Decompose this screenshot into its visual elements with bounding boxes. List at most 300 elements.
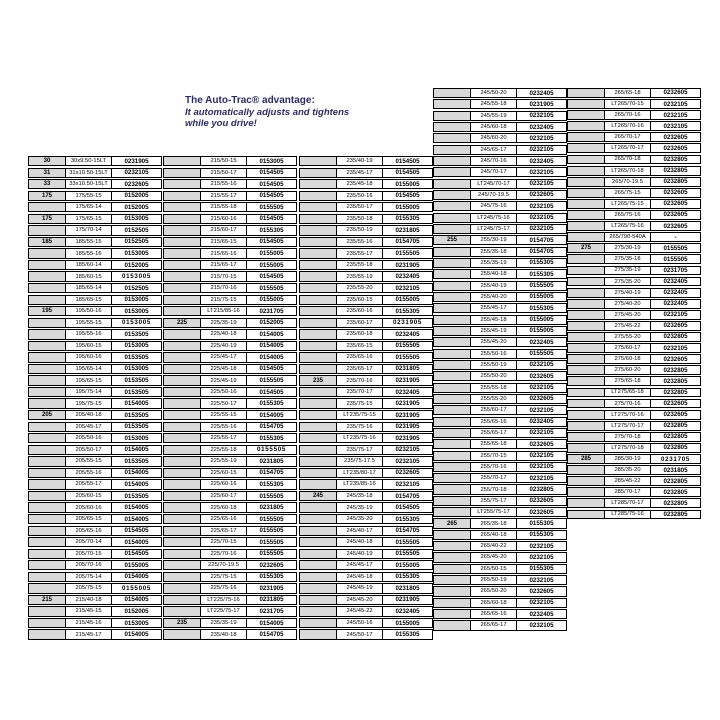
table-row [299,329,433,339]
part-number-cell: 0152005 [124,261,149,269]
table-row [567,155,701,165]
part-number-cell: 0232805 [663,422,688,430]
table-row [163,560,297,570]
tire-size-cell: 255/70-18 [471,485,517,493]
group-label-cell [300,584,337,592]
tire-size-cell: LT265/75-15 [605,200,651,208]
group-label-cell [164,434,201,442]
part-number-cell: 0155305 [529,520,554,527]
tire-size-cell: 245/60-18 [471,123,517,131]
table-row [433,541,567,551]
group-label-cell [568,411,605,419]
group-label-cell [434,191,471,199]
tire-size-cell: 265/35-18 [471,519,517,527]
tire-size-cell: 265/50-15 [471,565,517,573]
tire-size-cell: 245/50-17 [337,630,383,638]
part-number-cell: - [674,233,677,241]
table-row [567,454,701,464]
part-number-cell: 0232805 [663,178,688,186]
tire-size-cell: 275/60-20 [605,366,651,374]
tire-size-cell: LT225/75-16 [201,596,247,604]
tire-size-cell: 245/70-19.5 [471,191,517,199]
part-number-cell: 0155505 [395,342,420,350]
part-number-cell: 0155305 [529,304,554,312]
group-label-cell [434,565,471,573]
part-number-cell: 0154705 [395,238,420,246]
tire-size-cell: 225/40-18 [201,330,247,338]
tire-size-cell: 265/45-20 [471,553,517,561]
part-number-cell: 0232605 [529,440,554,448]
tire-size-cell: 245/50-16 [337,619,383,627]
part-number-cell: 0154705 [529,248,554,256]
group-label-cell: 275 [568,244,605,252]
tire-size-cell: 205/40-18 [66,411,112,419]
part-number-cell: 0154505 [124,550,149,558]
tire-size-cell: 215/60-16 [201,215,247,223]
part-number-cell: 0155505 [259,538,284,546]
group-label-cell [164,238,201,246]
part-number-cell: 0231805 [259,457,284,465]
table-row [433,371,567,381]
group-label-cell: 30 [29,157,66,165]
part-number-cell: 0155505 [395,538,420,546]
tire-size-cell: 265/70-16 [605,111,651,119]
table-row [567,510,701,520]
table-row [163,225,297,235]
tire-size-cell: 205/75-14 [66,573,112,581]
group-label-cell [300,480,337,488]
table-row [299,595,433,605]
group-label-cell: 205 [29,411,66,419]
part-number-cell: 0154505 [259,365,284,373]
tire-size-cell: 265/75-16 [605,211,651,219]
tire-size-cell: 275/35-19 [605,267,651,275]
tire-size-cell: 275/70-18 [605,433,651,441]
part-number-cell: 0155505 [395,353,420,361]
table-row [567,199,701,209]
table-row [567,376,701,386]
group-label-cell [434,157,471,165]
group-label-cell [29,480,66,488]
group-label-cell [434,384,471,392]
part-number-cell: 0155005 [529,293,554,301]
part-number-cell: 0153005 [259,157,284,165]
part-number-cell: 0232805 [663,366,688,374]
part-number-cell: 0155305 [259,573,284,581]
part-number-cell: 0155505 [259,203,284,211]
part-number-cell: 0154005 [124,480,149,488]
table-row [567,166,701,176]
part-number-cell: 0232105 [395,284,420,292]
tire-size-cell: LT275/70-16 [605,411,651,419]
tire-size-cell: LT265/70-15 [605,100,651,108]
group-label-cell [568,377,605,385]
tire-size-cell: LT245/75-17 [471,225,517,233]
group-label-cell [434,395,471,403]
part-number-cell: 0231705 [259,307,284,315]
group-label-cell [300,353,337,361]
part-number-cell: 0153505 [124,423,149,431]
part-number-cell: 0232105 [663,311,688,319]
group-label-cell [434,429,471,437]
part-number-cell: 0154005 [124,446,149,454]
table-row [433,484,567,494]
part-number-cell: 0155505 [663,255,688,263]
group-label-cell [434,508,471,516]
table-row [28,271,162,281]
part-number-cell: 0232105 [529,168,554,176]
group-label-cell [164,376,201,384]
table-row [433,552,567,562]
part-number-cell: 0153005 [122,273,151,281]
tire-size-cell: 255/70-17 [471,474,517,482]
group-label-cell [164,192,201,200]
group-label-cell [300,596,337,604]
table-row [28,168,162,178]
tire-size-cell: 225/55-15 [201,411,247,419]
tire-size-cell: 235/65-15 [337,342,383,350]
table-row [433,133,567,143]
table-row [567,277,701,287]
table-row [28,214,162,224]
part-number-cell: 0232105 [529,202,554,210]
table-row [28,341,162,351]
tire-size-cell: 275/30-19 [605,244,651,252]
table-row [28,502,162,512]
tire-size-cell: 255/40-18 [471,270,517,278]
tire-size-cell: 235/45-18 [337,180,383,188]
table-row [433,360,567,370]
tire-size-cell: 235/70-17 [337,388,383,396]
tire-size-cell: 215/50-15 [201,157,247,165]
part-number-cell: 0154005 [124,538,149,546]
part-number-cell: 0232805 [663,433,688,441]
size-chart-column-2 [163,156,297,641]
group-label-cell [568,133,605,141]
tire-size-cell: 195/60-15 [66,342,112,350]
table-row [299,502,433,512]
table-row [567,487,701,497]
part-number-cell: 0154505 [259,169,284,177]
part-number-cell: 0155505 [259,515,284,523]
group-label-cell [300,296,337,304]
part-number-cell: 0231905 [395,596,420,604]
part-number-cell: 0232105 [529,180,554,188]
part-number-cell: 0231905 [395,411,420,419]
group-label-cell: 31 [29,169,66,177]
table-row [567,88,701,98]
part-number-cell: 0155005 [529,327,554,335]
group-label-cell [568,389,605,397]
part-number-cell: 0231705 [663,266,688,274]
tire-size-cell: 235/55-17 [337,249,383,257]
table-row [299,225,433,235]
part-number-cell: 0154505 [259,215,284,223]
group-label-cell [300,399,337,407]
table-row [433,473,567,483]
part-number-cell: 0232105 [663,344,688,352]
tire-size-cell: 265/70-18 [605,156,651,164]
group-label-cell: 185 [29,238,66,246]
group-label-cell [164,157,201,165]
table-row [28,514,162,524]
group-label-cell: 255 [434,236,471,244]
group-label-cell [164,538,201,546]
table-row [163,422,297,432]
table-row [28,295,162,305]
group-label-cell [434,123,471,131]
group-label-cell [300,619,337,627]
table-row [567,476,701,486]
group-label-cell [29,203,66,211]
part-number-cell: 0232405 [529,610,554,618]
tire-size-cell: 235/40-18 [201,630,247,638]
table-row [567,221,701,231]
table-row [567,121,701,131]
group-label-cell [300,550,337,558]
part-number-cell: 0232805 [663,333,688,341]
group-label-cell [568,311,605,319]
group-label-cell [164,365,201,373]
group-label-cell [434,576,471,584]
tire-size-cell: 215/70-15 [201,272,247,280]
part-number-cell: 0155505 [395,250,420,258]
table-row [28,260,162,270]
table-row [299,514,433,524]
part-number-cell: 0232605 [663,400,688,408]
table-row [299,456,433,466]
group-label-cell [164,226,201,234]
table-row [299,387,433,397]
table-row [299,583,433,593]
part-number-cell: 0231805 [663,466,688,474]
table-row [433,145,567,155]
table-row [433,530,567,540]
table-row [567,110,701,120]
part-number-cell: 0155005 [259,250,284,258]
part-number-cell: 0154005 [124,515,149,523]
tire-size-cell: 225/45-18 [201,365,247,373]
table-row [567,210,701,220]
part-number-cell: 0154705 [395,527,420,535]
tire-size-cell: 225/50-17 [201,399,247,407]
group-label-cell [164,180,201,188]
part-number-cell: 0155505 [257,446,286,454]
tire-size-cell: LT235/75-15 [337,411,383,419]
table-row [433,575,567,585]
group-label-cell [300,515,337,523]
part-number-cell: 0155305 [395,307,420,315]
group-label-cell [434,327,471,335]
group-label-cell: 235 [164,619,201,627]
tire-size-cell: 185/60-15 [66,272,112,280]
group-label-cell [300,630,337,638]
group-label-cell [568,189,605,197]
tire-size-cell: 255/40-20 [471,293,517,301]
table-row [28,306,162,316]
table-row [163,329,297,339]
table-row [299,537,433,547]
table-row [299,526,433,536]
group-label-cell [434,474,471,482]
group-label-cell [300,342,337,350]
table-row [163,398,297,408]
part-number-cell: 0155005 [124,561,149,569]
part-number-cell: 0232405 [395,273,420,281]
tire-size-cell: LT255/75-17 [471,508,517,516]
table-row [28,237,162,247]
group-label-cell [434,100,471,108]
table-row [299,433,433,443]
group-label-cell [164,573,201,581]
table-row [163,491,297,501]
table-row [433,428,567,438]
table-row [299,271,433,281]
table-row [28,283,162,293]
tire-size-cell: 245/40-18 [337,538,383,546]
table-row [433,269,567,279]
part-number-cell: 0155505 [259,492,284,500]
table-row [433,235,567,245]
group-label-cell [568,89,605,97]
part-number-cell: 0232105 [529,429,554,437]
tire-size-cell: 255/45-19 [471,327,517,335]
tire-size-cell: 245/45-18 [337,573,383,581]
group-label-cell [164,607,201,615]
tire-size-cell: 285/30-19 [605,455,651,463]
tire-size-cell: 255/50-16 [471,350,517,358]
table-row [567,177,701,187]
table-row [567,299,701,309]
group-label-cell [29,619,66,627]
part-number-cell: 0155305 [395,631,420,639]
group-label-cell [300,411,337,419]
group-label-cell [300,226,337,234]
group-label-cell [300,607,337,615]
tire-size-cell: 235/55-19 [337,272,383,280]
part-number-cell: 0154005 [124,504,149,512]
part-number-cell: 0153505 [124,353,149,361]
group-label-cell [29,492,66,500]
part-number-cell: 0153005 [124,365,149,373]
group-label-cell [568,477,605,485]
tire-size-cell: 285/35-20 [605,466,651,474]
tire-size-cell: 31x10.50-15LT [66,169,112,177]
tire-size-cell: 275/60-17 [605,344,651,352]
part-number-cell: 0154005 [124,596,149,604]
part-number-cell: 0155005 [395,180,420,188]
table-row [433,292,567,302]
table-row [163,456,297,466]
tire-size-cell: 285/70-17 [605,488,651,496]
part-number-cell: 0232105 [395,480,420,488]
group-label-cell [434,134,471,142]
group-label-cell [434,338,471,346]
table-row [28,179,162,189]
group-label-cell [164,388,201,396]
part-number-cell: 0231905 [395,261,420,269]
group-label-cell [29,342,66,350]
group-label-cell [300,423,337,431]
table-row [28,526,162,536]
tire-size-cell: LT265/75-16 [605,222,651,230]
table-row [299,606,433,616]
part-number-cell: 0232105 [529,225,554,233]
tire-size-cell: 235/40-19 [337,157,383,165]
tire-size-cell: LT235/75-16 [337,434,383,442]
part-number-cell: 0153005 [124,342,149,350]
table-row [567,143,701,153]
group-label-cell [29,630,66,638]
table-row [567,243,701,253]
table-row [163,306,297,316]
group-label-cell [29,573,66,581]
group-label-cell [164,411,201,419]
part-number-cell: 0154505 [395,169,420,177]
part-number-cell: 0232105 [395,446,420,454]
tire-size-cell: 275/45-20 [605,311,651,319]
tire-size-cell: 185/55-16 [66,249,112,257]
group-label-cell [29,365,66,373]
table-row [433,620,567,630]
part-number-cell: 0232805 [663,167,688,175]
tire-size-cell: LT215/85-16 [201,307,247,315]
part-number-cell: 0231805 [395,365,420,373]
table-row [567,421,701,431]
tire-size-cell: 205/55-15 [66,457,112,465]
tire-size-cell: 235/75-16 [337,423,383,431]
tire-size-cell: 235/75-17.5 [337,457,383,465]
part-number-cell: 0232405 [529,157,554,165]
advantage-header [185,95,349,129]
part-number-cell: 0232805 [663,477,688,485]
group-label-cell [29,607,66,615]
table-row [299,156,433,166]
table-row [28,468,162,478]
tire-size-cell: 255/40-19 [471,282,517,290]
tire-size-cell: 225/70-19.5 [201,561,247,569]
part-number-cell: 0155505 [259,377,284,385]
tire-size-cell: 245/45-20 [337,596,383,604]
size-chart-column-1 [28,156,162,641]
tire-size-cell: 255/55-18 [471,384,517,392]
group-label-cell [434,248,471,256]
table-row [299,179,433,189]
tire-size-cell: 245/70-16 [471,157,517,165]
part-number-cell: 0154505 [395,157,420,165]
tire-size-cell: 215/55-18 [201,203,247,211]
table-row [299,618,433,628]
group-label-cell [164,550,201,558]
table-row [163,375,297,385]
group-label-cell [300,561,337,569]
table-row [299,341,433,351]
table-row [163,549,297,559]
group-label-cell [568,422,605,430]
tire-size-cell: 235/50-19 [337,226,383,234]
group-label-cell [164,469,201,477]
table-row [433,326,567,336]
table-row [567,99,701,109]
tire-size-cell: 255/35-19 [471,259,517,267]
group-label-cell [568,122,605,130]
table-row [163,502,297,512]
group-label-cell [568,167,605,175]
tire-size-cell: 225/55-18 [201,446,247,454]
part-number-cell: 0232405 [395,607,420,615]
tire-size-cell: 235/75-15 [337,399,383,407]
group-label-cell [300,538,337,546]
